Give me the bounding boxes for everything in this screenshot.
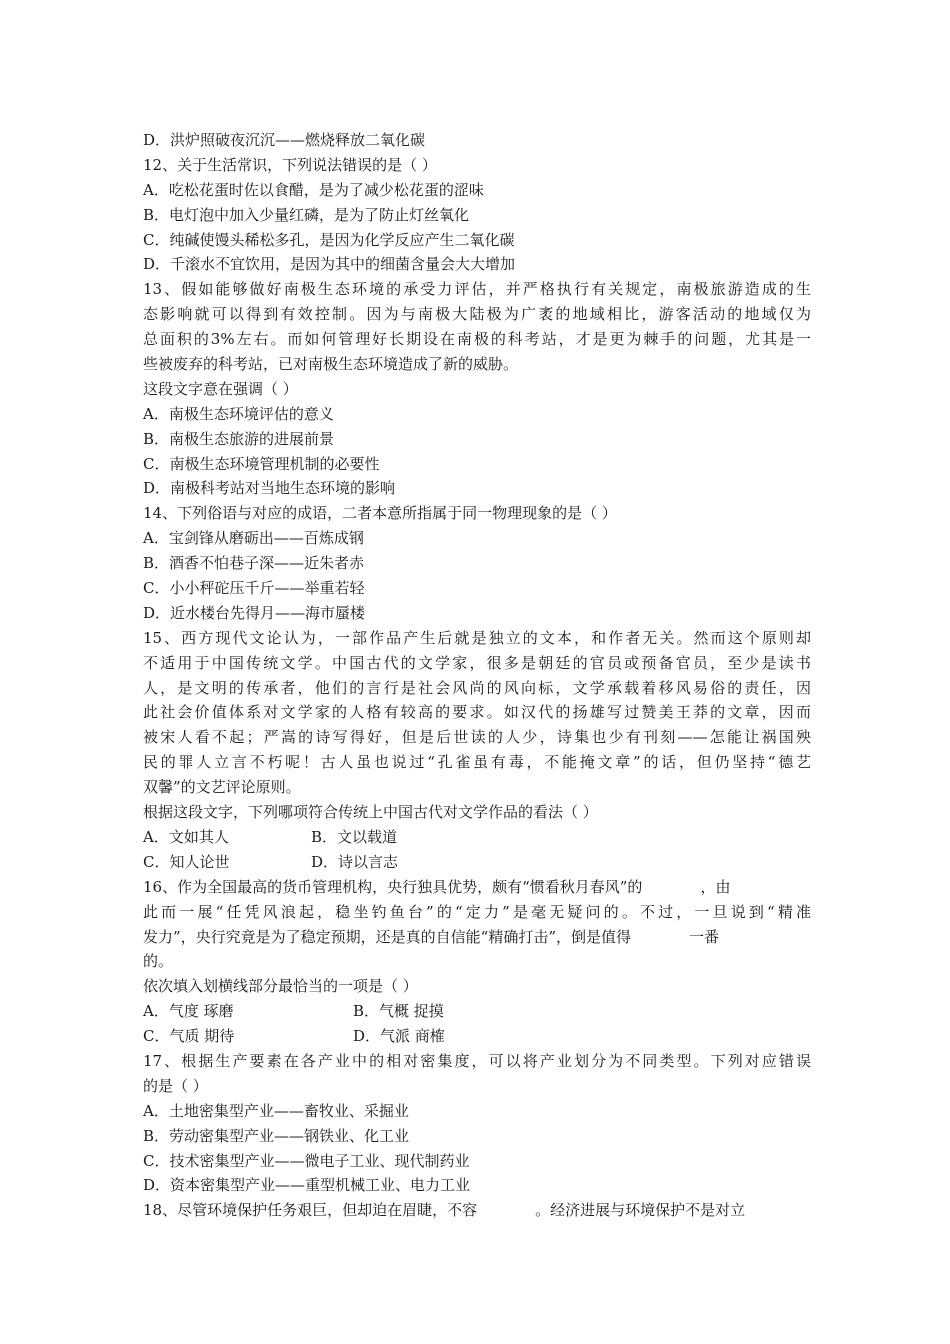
q15-passage-line: 不适用于中国传统文学。中国古代的文学家，很多是朝廷的官员或预备官员，至少是读书 bbox=[143, 653, 811, 672]
q15-options-row bbox=[143, 850, 811, 875]
q12-option-a: A．吃松花蛋时佐以食醋，是为了减少松花蛋的涩味 bbox=[143, 180, 484, 199]
q17-option-d: D．资本密集型产业——重型机械工业、电力工业 bbox=[143, 1176, 471, 1195]
q12-option-c: C．纯碱使馒头稀松多孔，是因为化学反应产生二氧化碳 bbox=[143, 230, 515, 249]
q16-text: 发力”，央行究竟是为了稳定预期，还是真的自信能“精确打击”，倒是值得 bbox=[143, 927, 632, 946]
q16-text: 一番 bbox=[689, 927, 720, 946]
q13-option-d: D．南极科考站对当地生态环境的影响 bbox=[143, 479, 396, 498]
q15-passage-line: 人，是文明的传承者，他们的言行是社会风尚的风向标，文学承载着移风易俗的责任，因 bbox=[143, 678, 811, 697]
q16-option-d: D．气派 商榷 bbox=[353, 1027, 445, 1046]
q17-option-a: A．土地密集型产业——畜牧业、采掘业 bbox=[143, 1101, 409, 1120]
q15-passage-line: 被宋人看不起；严嵩的诗写得好，但是后世读的人少，诗集也少有刊刻——怎能让祸国殃 bbox=[143, 728, 811, 747]
q18-passage-line bbox=[143, 1198, 811, 1223]
q15-passage-line: 双馨”的文艺评论原则。 bbox=[143, 778, 301, 797]
q16-text: ，由 bbox=[700, 877, 731, 896]
q16-passage-line: 的。 bbox=[143, 952, 174, 971]
q12-stem: 12、关于生活常识，下列说法错误的是（ ） bbox=[143, 155, 437, 174]
q16-passage-line bbox=[143, 925, 811, 950]
q13-passage-line: 态影响就可以得到有效控制。因为与南极大陆极为广袤的地域相比，游客活动的地域仅为 bbox=[143, 305, 811, 324]
q16-question: 依次填入划横线部分最恰当的一项是（ ） bbox=[143, 977, 418, 996]
q13-question: 这段文字意在强调（ ） bbox=[143, 379, 298, 398]
q14-option-b: B．酒香不怕巷子深——近朱者赤 bbox=[143, 554, 365, 573]
q13-passage-line: 13、假如能够做好南极生态环境的承受力评估，并严格执行有关规定，南极旅游造成的生 bbox=[143, 280, 811, 299]
q16-passage-line bbox=[143, 875, 811, 900]
q15-question: 根据这段文字，下列哪项符合传统上中国古代对文学作品的看法（ ） bbox=[143, 803, 598, 822]
q18-text: 18、尽管环境保护任务艰巨，但却迫在眉睫，不容 bbox=[143, 1201, 478, 1220]
q14-option-a: A．宝剑锋从磨砺出——百炼成钢 bbox=[143, 529, 364, 548]
q15-option-d: D．诗以言志 bbox=[311, 852, 399, 871]
q16-option-c: C．气质 期待 bbox=[143, 1027, 235, 1046]
q12-option-b: B．电灯泡中加入少量红磷，是为了防止灯丝氧化 bbox=[143, 205, 470, 224]
q13-option-b: B．南极生态旅游的进展前景 bbox=[143, 429, 335, 448]
q15-options-row bbox=[143, 825, 811, 850]
q12-option-d: D．千滚水不宜饮用，是因为其中的细菌含量会大大增加 bbox=[143, 255, 516, 274]
q15-passage-line: 15、西方现代文论认为，一部作品产生后就是独立的文本，和作者无关。然而这个原则却 bbox=[143, 628, 811, 647]
q17-option-c: C．技术密集型产业——微电子工业、现代制药业 bbox=[143, 1151, 470, 1170]
q14-option-c: C．小小秤砣压千斤——举重若轻 bbox=[143, 579, 365, 598]
q16-option-b: B．气概 捉摸 bbox=[353, 1002, 444, 1021]
q16-text: 16、作为全国最高的货币管理机构，央行独具优势，颇有“惯看秋月春风”的 bbox=[143, 877, 643, 896]
document-page bbox=[143, 128, 811, 1223]
q18-text: 。经济进展与环境保护不是对立 bbox=[535, 1201, 746, 1220]
q13-passage-line: 总面积的3%左右。而如何管理好长期设在南极的科考站，才是更为棘手的问题，尤其是一 bbox=[143, 330, 811, 349]
q14-option-d: D．近水楼台先得月——海市蜃楼 bbox=[143, 603, 366, 622]
q15-passage-line: 民的罪人立言不朽呢！古人虽也说过“孔雀虽有毒，不能掩文章”的话，但仍坚持“德艺 bbox=[143, 753, 811, 772]
q17-passage-line: 的是（ ） bbox=[143, 1076, 208, 1095]
q13-option-c: C．南极生态环境管理机制的必要性 bbox=[143, 454, 380, 473]
q15-option-a: A．文如其人 bbox=[143, 827, 229, 846]
q17-passage-line: 17、根据生产要素在各产业中的相对密集度，可以将产业划分为不同类型。下列对应错误 bbox=[143, 1051, 811, 1070]
q15-option-b: B．文以载道 bbox=[311, 827, 398, 846]
q11-option-d: D．洪炉照破夜沉沉——燃烧释放二氧化碳 bbox=[143, 131, 426, 149]
q15-option-c: C．知人论世 bbox=[143, 852, 230, 871]
q13-passage-line: 些被废弃的科考站，已对南极生态环境造成了新的威胁。 bbox=[143, 355, 519, 374]
q15-passage-line: 此社会价值体系对文学家的人格有较高的要求。如汉代的扬雄写过赞美王莽的文章，因而 bbox=[143, 703, 811, 722]
q16-passage-line: 此而一展“任凭风浪起，稳坐钓鱼台”的“定力”是毫无疑问的。不过，一旦说到“精准 bbox=[143, 902, 811, 921]
q16-option-a: A．气度 琢磨 bbox=[143, 1002, 234, 1021]
q13-option-a: A．南极生态环境评估的意义 bbox=[143, 404, 334, 423]
q17-option-b: B．劳动密集型产业——钢铁业、化工业 bbox=[143, 1126, 410, 1145]
q14-stem: 14、下列俗语与对应的成语，二者本意所指属于同一物理现象的是（ ） bbox=[143, 504, 617, 523]
q16-options-row bbox=[143, 1024, 811, 1049]
q16-options-row bbox=[143, 999, 811, 1024]
